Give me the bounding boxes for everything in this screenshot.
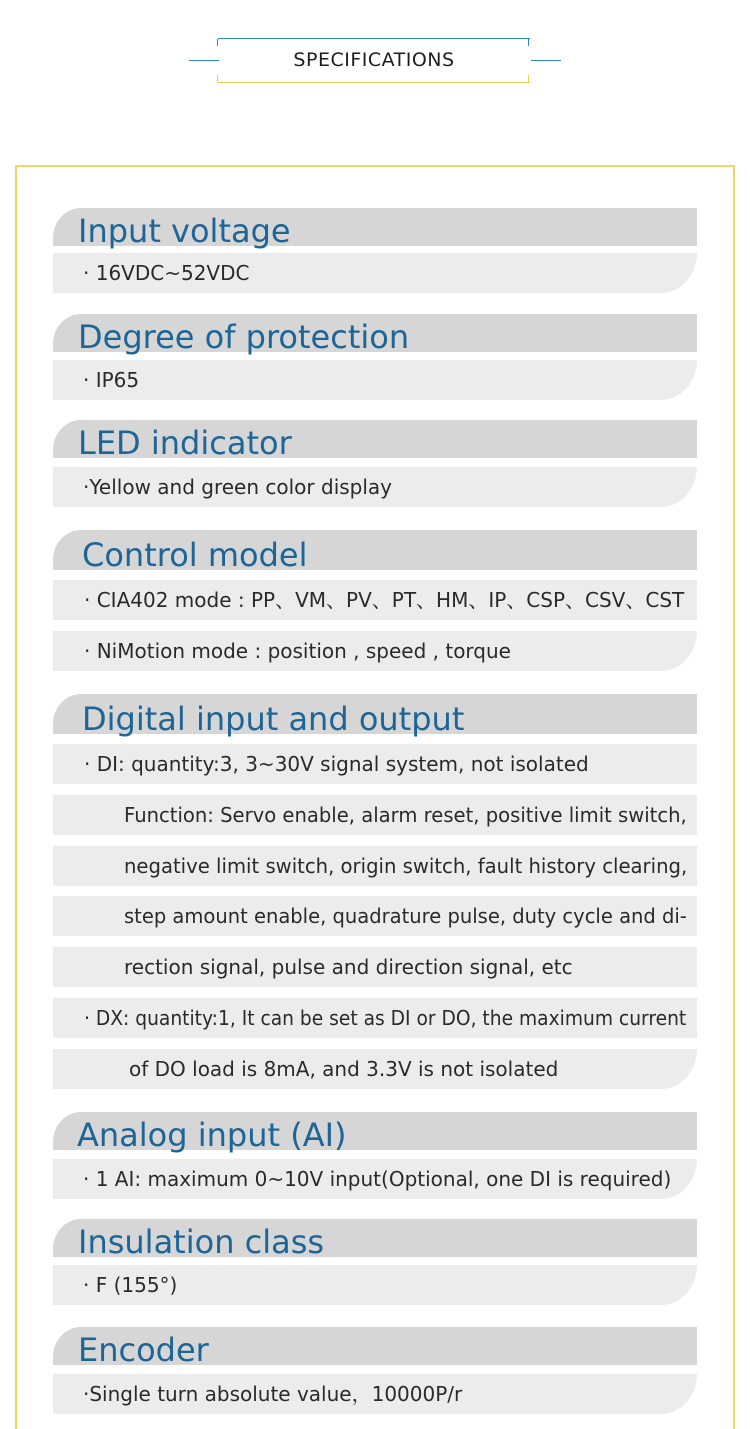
- spec-text: ·Yellow and green color display: [83, 475, 393, 499]
- spec-text: rection signal, pulse and direction signal, etc: [124, 955, 573, 979]
- spec-text: · 1 AI: maximum 0~10V input(Optional, one DI is required): [83, 1167, 672, 1191]
- section-heading-digital: [53, 694, 697, 738]
- section-title: Analog input (AI): [77, 1116, 347, 1154]
- section-title: Control model: [82, 536, 308, 574]
- spec-item-digital-function-2: [53, 846, 697, 886]
- spec-item-digital-di: [53, 744, 697, 784]
- spec-text: of DO load is 8mA, and 3.3V is not isolated: [129, 1057, 559, 1081]
- section-title: Digital input and output: [82, 700, 465, 738]
- spec-text: · F (155°): [83, 1273, 178, 1297]
- spec-item-digital-function-3: [53, 896, 697, 936]
- section-heading-protection: [53, 314, 697, 356]
- section-heading-encoder: [53, 1327, 697, 1369]
- spec-item-digital-dx: [53, 998, 697, 1038]
- spec-item-analog: [53, 1159, 697, 1199]
- spec-item-protection: [53, 360, 697, 400]
- spec-text: · IP65: [83, 368, 140, 392]
- spec-text: · DI: quantity:3, 3~30V signal system, not isolated: [84, 752, 589, 776]
- section-heading-analog: [53, 1112, 697, 1154]
- spec-item-control-cia402: [53, 580, 697, 620]
- section-heading-input-voltage: [53, 208, 697, 250]
- section-title: Insulation class: [78, 1223, 325, 1261]
- specifications-header: [0, 0, 750, 140]
- section-heading-led: [53, 420, 697, 462]
- spec-text: · DX: quantity:1, It can be set as DI or DO, the maximum current: [84, 1006, 687, 1030]
- spec-item-insulation: [53, 1265, 697, 1305]
- spec-text: step amount enable, quadrature pulse, duty cycle and di-: [124, 904, 687, 928]
- spec-item-encoder: [53, 1374, 697, 1414]
- spec-text: · NiMotion mode : position , speed , torque: [84, 639, 511, 663]
- section-heading-insulation: [53, 1219, 697, 1261]
- spec-item-led: [53, 467, 697, 507]
- spec-item-digital-function-4: [53, 947, 697, 987]
- spec-text: ·Single turn absolute value，10000P/r: [83, 1382, 463, 1406]
- header-right-line: [531, 60, 561, 61]
- page-title: SPECIFICATIONS: [293, 49, 455, 71]
- section-heading-control: [53, 530, 697, 574]
- section-title: Degree of protection: [78, 318, 410, 356]
- section-title: LED indicator: [78, 424, 292, 462]
- spec-item-digital-function: [53, 795, 697, 835]
- spec-item-control-nimotion: [53, 631, 697, 671]
- spec-item-digital-dx-2: [53, 1049, 697, 1089]
- section-title: Input voltage: [78, 212, 291, 250]
- section-title: Encoder: [78, 1331, 209, 1369]
- spec-text: · 16VDC~52VDC: [83, 261, 250, 285]
- spec-item-input-voltage: [53, 253, 697, 293]
- spec-text: Function: Servo enable, alarm reset, positive limit switch,: [124, 803, 687, 827]
- spec-text: · CIA402 mode : PP、VM、PV、PT、HM、IP、CSP、CSV、CST: [84, 588, 685, 612]
- spec-text: negative limit switch, origin switch, fault history clearing,: [124, 854, 688, 878]
- header-left-line: [189, 60, 219, 61]
